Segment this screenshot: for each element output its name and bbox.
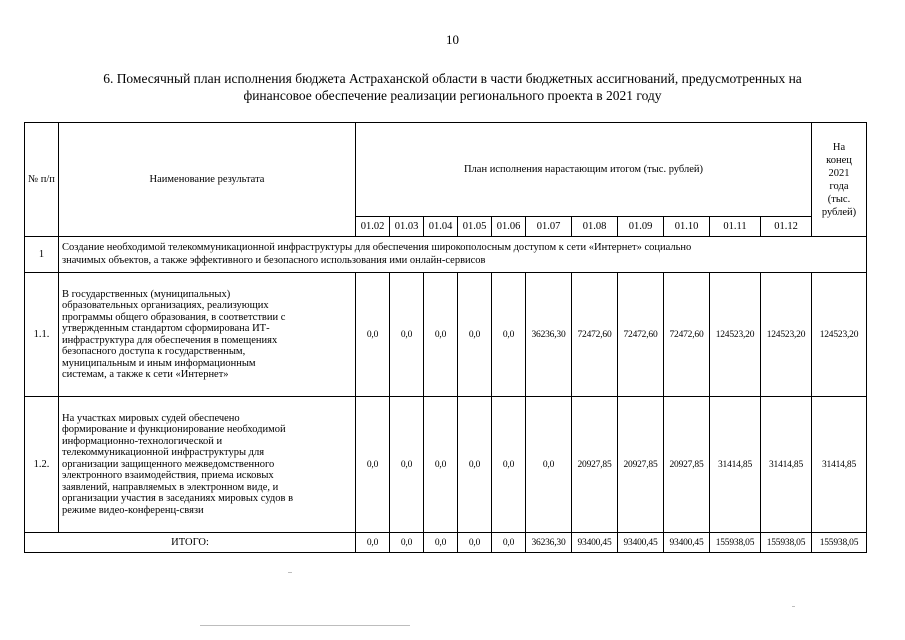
month-header: 01.02 [356,217,390,237]
value-cell: 31414,85 [710,397,761,533]
result-name-line: инфраструктура для обеспечения в помещениях [62,334,278,346]
result-name-line: муниципальным и иным информационным [62,357,256,369]
result-name-line: организации защищенного межведомственного [62,458,275,470]
value-cell: 20927,85 [664,397,710,533]
value-cell: 20927,85 [572,397,618,533]
title-line-2: финансовое обеспечение реализации регионального проекта в 2021 году [243,88,662,103]
value-cell: 72472,60 [618,273,664,397]
value-cell: 124523,20 [761,273,812,397]
section-title-line: Создание необходимой телекоммуникационной инфраструктуры для обеспечения широкополосным доступом к сети «Интернет» социально [62,242,692,253]
header-year-end-line: 2021 [828,167,850,179]
result-name-line: организации участия в заседаниях мировых судов в [62,493,294,505]
total-value: 93400,45 [618,533,664,553]
total-value: 0,0 [390,533,424,553]
month-header: 01.05 [458,217,492,237]
title-line-1: 6. Помесячный план исполнения бюджета Астраханской области в части бюджетных ассигнований, предусмотренных на [103,71,802,86]
result-name-line: заявлений, направляемых в электронном виде, и [62,481,279,493]
header-plan: План исполнения нарастающим итогом (тыс. рублей) [356,123,812,217]
header-row [25,123,867,217]
scan-artifact [200,625,410,626]
header-year-end-line: рублей) [821,206,857,218]
total-value: 93400,45 [664,533,710,553]
result-name-line: электронного взаимодействия, приема исковых [62,470,274,482]
value-cell: 31414,85 [761,397,812,533]
section-title [59,237,867,273]
scan-artifact [792,606,795,607]
month-header: 01.10 [664,217,710,237]
total-value: 155938,05 [761,533,812,553]
result-name-line: системам, а также к сети «Интернет» [62,369,229,380]
year-end-value: 124523,20 [812,273,867,397]
page-number: 10 [446,32,459,47]
row-number: 1.2. [25,397,59,533]
value-cell: 20927,85 [618,397,664,533]
result-name [59,397,356,533]
value-cell: 0,0 [424,273,458,397]
value-cell: 72472,60 [572,273,618,397]
value-cell: 0,0 [492,397,526,533]
budget-plan-table [24,122,867,553]
result-name-line: программы общего образования, в соответствии с [62,311,286,323]
document-title [40,70,865,104]
total-value: 0,0 [458,533,492,553]
header-year-end-line: На [832,141,846,153]
total-label: ИТОГО: [25,533,356,553]
value-cell: 124523,20 [710,273,761,397]
value-cell: 36236,30 [526,273,572,397]
month-header: 01.07 [526,217,572,237]
month-header: 01.12 [761,217,812,237]
value-cell: 0,0 [458,273,492,397]
total-value: 36236,30 [526,533,572,553]
value-cell: 0,0 [424,397,458,533]
total-value: 0,0 [424,533,458,553]
year-end-value: 31414,85 [812,397,867,533]
result-name-line: формирование и функционирование необходимой [62,424,286,436]
header-number: № п/п [25,123,59,237]
result-name-line: утвержденным стандартом сформирована ИТ- [62,323,270,334]
scan-artifact [288,572,292,573]
value-cell: 0,0 [390,273,424,397]
section-title-line: значимых объектов, а также эффективного и безопасного использования ими онлайн-сервисов [62,254,486,266]
header-name: Наименование результата [59,123,356,237]
value-cell: 0,0 [492,273,526,397]
total-value: 0,0 [492,533,526,553]
month-header: 01.11 [710,217,761,237]
section-number: 1 [25,237,59,273]
result-name-line: На участках мировых судей обеспечено [62,412,240,424]
result-name-line: образовательных организациях, реализующих [62,300,269,311]
value-cell: 0,0 [356,397,390,533]
value-cell: 72472,60 [664,273,710,397]
header-year-end-line: конец [826,154,852,166]
result-name-line: безопасного доступа к государственным, [62,346,246,357]
month-header: 01.04 [424,217,458,237]
total-row [25,533,867,553]
header-year-end-line: года [829,180,849,192]
table-row [25,273,867,397]
section-row [25,237,867,273]
value-cell: 0,0 [356,273,390,397]
result-name [59,273,356,397]
result-name-line: режиме видео-конференц-связи [62,504,204,516]
month-header: 01.03 [390,217,424,237]
month-header: 01.08 [572,217,618,237]
header-year-end-line: (тыс. [827,193,851,205]
result-name-line: В государственных (муниципальных) [62,288,231,300]
value-cell: 0,0 [526,397,572,533]
row-number: 1.1. [25,273,59,397]
result-name-line: телекоммуникационной инфраструктуры для [62,447,265,459]
total-value: 0,0 [356,533,390,553]
header-year-end [812,123,867,237]
month-header: 01.06 [492,217,526,237]
month-header: 01.09 [618,217,664,237]
result-name-line: информационно-технологической и [62,435,223,447]
total-value: 155938,05 [710,533,761,553]
total-year-end-value: 155938,05 [812,533,867,553]
value-cell: 0,0 [458,397,492,533]
total-value: 93400,45 [572,533,618,553]
value-cell: 0,0 [390,397,424,533]
table-row [25,397,867,533]
